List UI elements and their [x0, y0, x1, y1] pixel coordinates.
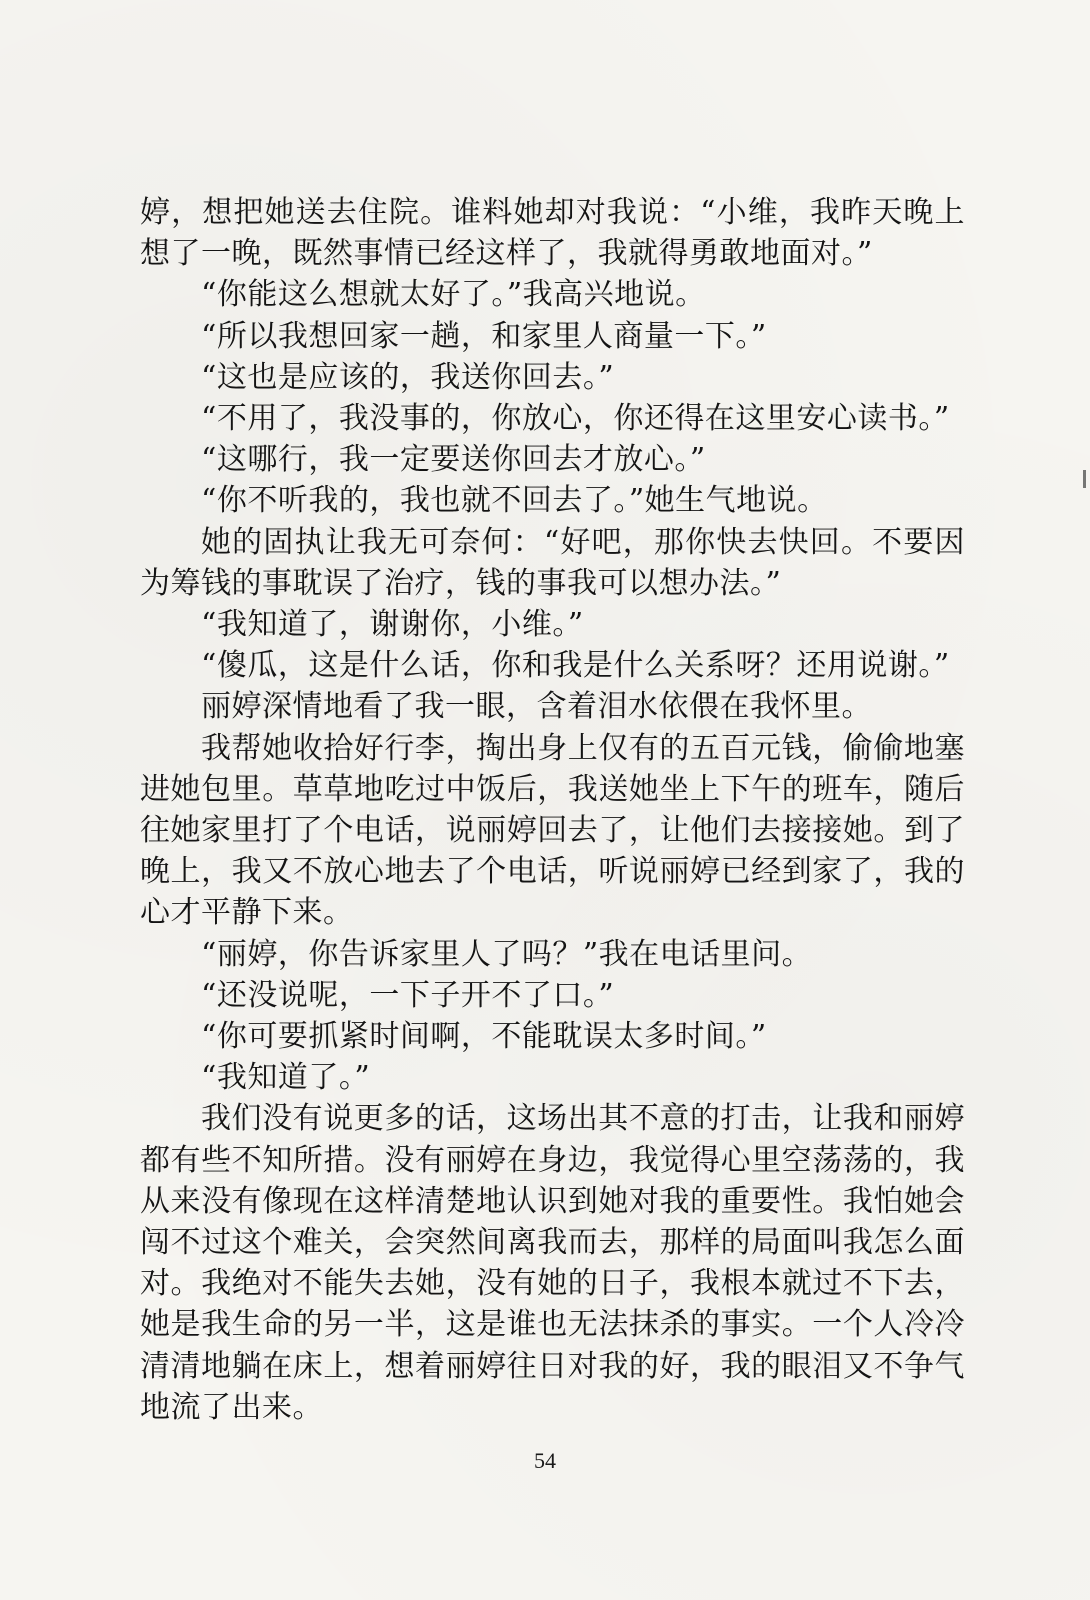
- paragraph: “丽婷，你告诉家里人了吗？”我在电话里问。: [201, 936, 813, 972]
- paragraph: 我帮她收拾好行李，掏出身上仅有的五百元钱，偷偷地塞进她包里。草草地吃过中饭后，我送她坐上下午的班车，随后往她家里打了个电话，说丽婷回去了，让他们去接接她。到了晚上，我又不放心地去了个电话，听说丽婷已经到家了，我的心才平静下来。: [140, 730, 965, 931]
- paragraph: “我知道了，谢谢你，小维。”: [201, 607, 584, 643]
- paragraph: 我们没有说更多的话，这场出其不意的打击，让我和丽婷都有些不知所措。没有丽婷在身边，我觉得心里空荡荡的，我从来没有像现在这样清楚地认识到她对我的重要性。我怕她会闯不过这个难关，会突然间离我而去，那样的局面叫我怎么面对。我绝对不能失去她，没有她的日子，我根本就过不下去，她是我生命的另一半，这是谁也无法抹杀的事实。一个人冷冷清清地躺在床上，想着丽婷往日对我的好，我的眼泪又不争气地流了出来。: [140, 1101, 965, 1425]
- paragraph: “我知道了。”: [201, 1060, 371, 1096]
- paragraph: “这哪行，我一定要送你回去才放心。”: [201, 442, 706, 478]
- paragraph: “所以我想回家一趟，和家里人商量一下。”: [201, 318, 767, 354]
- paragraph: 丽婷深情地看了我一眼，含着泪水依偎在我怀里。: [201, 689, 872, 725]
- page-number: 54: [534, 1448, 556, 1473]
- paragraph: 婷，想把她送去住院。谁料她却对我说：“小维，我昨天晚上想了一晚，既然事情已经这样了，我就得勇敢地面对。”: [140, 195, 965, 272]
- paragraph: “你可要抓紧时间啊，不能耽误太多时间。”: [201, 1019, 767, 1055]
- paragraph: “你不听我的，我也就不回去了。”她生气地说。: [201, 483, 828, 519]
- paragraph: “还没说呢，一下子开不了口。”: [201, 977, 615, 1013]
- paragraph: “你能这么想就太好了。”我高兴地说。: [201, 277, 706, 313]
- paragraph: “傻瓜，这是什么话，你和我是什么关系呀？还用说谢。”: [201, 648, 950, 684]
- scan-edge-mark: [1083, 470, 1086, 488]
- paragraph: “不用了，我没事的，你放心，你还得在这里安心读书。”: [201, 401, 950, 437]
- body-text: [140, 192, 965, 1428]
- paragraph: 她的固执让我无可奈何：“好吧，那你快去快回。不要因为筹钱的事耽误了治疗，钱的事我可以想办法。”: [140, 524, 965, 601]
- paragraph: “这也是应该的，我送你回去。”: [201, 359, 615, 395]
